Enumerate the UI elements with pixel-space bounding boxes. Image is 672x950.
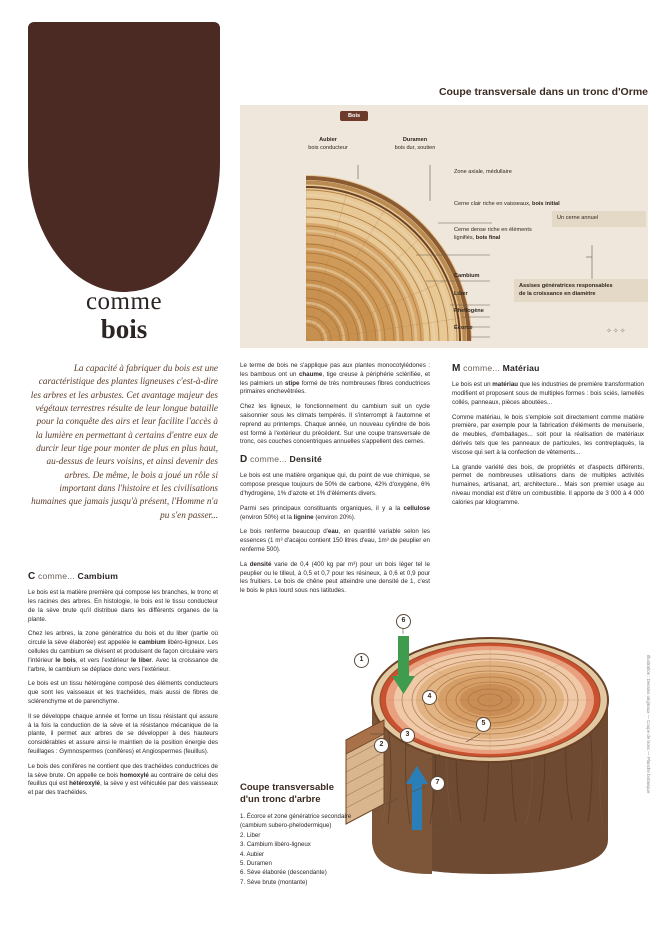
shield-shape <box>28 22 220 292</box>
chip-bois: Bois <box>340 111 368 121</box>
diagram-title: Coupe transversale dans un tronc d'Orme <box>438 86 648 98</box>
list-item: 4. Aubier <box>240 850 265 858</box>
column-cambium <box>28 570 218 804</box>
list-item: 7. Sève brute (montante) <box>240 878 308 886</box>
paragraph: Le bois des conifères ne contient que des trachéides conductrices de la sève brute. On appelle ce bois homoxylé au contraire de celui des feuillus qui est hétéroxylé, la sève y est véhiculée par des vaisseaux et par des trachéides. <box>28 762 218 797</box>
paragraph: Le terme de bois ne s'applique pas aux plantes monocotylédones : les bambous ont un chaume, tige creuse à périphérie sclérifiée, et les palmiers un stipe formé de très nombreuses fibres conductrices primaires enchevêtrées. <box>240 362 430 396</box>
column-densite-body <box>240 472 430 596</box>
column-densite <box>240 362 430 602</box>
callout-2: 2 <box>374 738 389 753</box>
list-item: 2. Liber <box>240 831 261 839</box>
paragraph: Chez les ligneux, le fonctionnement du cambium suit un cycle saisonnier sous les climats tempérés. Il s'interrompt à l'automne et reprend au printemps. Chaque année, un nouveau cylindre de bois est formé à l'extérieur du précédent. Sur une coupe transversale de tronc, ces couches concentriques annuelles s'appellent des cernes. <box>240 403 430 446</box>
paragraph: La grande variété des bois, de propriétés et d'aspects différents, permet de nombreuses utilisations dans de multiples activités humaines, artisanat, art, architecture... Mais son premier usage au niveau mondial est d'être un combustible. Il apporte de 3 000 à 4 000 calories par kilogramme. <box>452 463 644 506</box>
side-credit: Illustration : Dessins originaux — Coupe de tronc — Planche botanique <box>646 655 651 794</box>
column-materiau-body <box>452 381 644 507</box>
diamond-ornament: ✧✧✧ <box>606 328 627 335</box>
label-assises-generatrices: Assises génératrices responsables de la croissance en diamètre <box>514 279 648 302</box>
paragraph: La densité varie de 0,4 (400 kg par m³) pour un bois léger tel le peuplier ou le tilleul, à 0,5 et 0,7 pour les résineux, à 0,6 et 0,9 pour les fruitiers. Le bois de chêne peut atteindre une densité de 1, c'est le bois le plus lourd sous nos latitudes. <box>240 560 430 595</box>
label-zone-axiale: Zone axiale, médullaire <box>454 169 512 175</box>
label-phellogene: Phellogène <box>454 308 484 314</box>
paragraph: Parmi ses principaux constituants organiques, il y a la cellulose (environ 50%) et la lignine (environ 20%). <box>240 504 430 521</box>
label-cerne-clair: Cerne clair riche en vaisseaux, bois initial <box>454 201 560 207</box>
label-liber: Liber <box>454 291 468 297</box>
paragraph: Chez les arbres, la zone génératrice du bois et du liber (partie où circule la sève élaborée) est appelée le cambium libéro-ligneux. Les cellules du cambium se divisent et produisent de façon circulaire vers l'intérieur le bois, et vers l'extérieur le liber. Avec la croissance de l'arbre, le cambium se déplace donc vers l'extérieur. <box>28 630 218 673</box>
column-materiau <box>452 362 644 514</box>
list-item: 1. Écorce et zone génératrice secondaire <box>240 812 352 820</box>
callout-6: 6 <box>396 614 411 629</box>
label-cambium: Cambium <box>454 273 480 279</box>
trunk-legend-list <box>240 812 440 888</box>
column-cambium-body <box>28 589 218 798</box>
trunk-legend-title: Coupe transversable d'un tronc d'arbre <box>240 782 334 805</box>
label-un-cerne-annuel: Un cerne annuel <box>552 211 646 227</box>
callout-1: 1 <box>354 653 369 668</box>
paragraph: Le bois est la matière première qui compose les branches, le tronc et les racines des arbres. En histologie, le bois est le tissu conducteur de la sève brute qu'il distribue dans les différents organes de la plante. <box>28 589 218 623</box>
callout-5: 5 <box>476 717 491 732</box>
label-aubier: Aubier bois conducteur <box>308 137 348 151</box>
label-cerne-dense: Cerne dense riche en éléments lignifiés, bois final <box>454 227 532 241</box>
paragraph: Comme matériau, le bois s'emploie soit directement comme matière première, par exemple pour la fabrication d'éléments de menuiserie, de meubles, d'emballages... soit pour la réalisation de matériaux dérivés tels que les panneaux de particules, les contreplaqués, la viscose qui sert à la confection de vêtements... <box>452 413 644 456</box>
page-title <box>28 288 220 345</box>
heading-cambium: C comme... Cambium <box>28 571 119 582</box>
heading-materiau: M comme... Matériau <box>452 363 540 374</box>
title-word: bois <box>100 314 148 344</box>
paragraph: Le bois est une matière organique qui, du point de vue chimique, se compose presque toujours de 50% de carbone, 42% d'oxygène, 6% d'hydrogène, 1% d'azote et 1% d'éléments divers. <box>240 472 430 497</box>
label-ecorce: Écorce <box>454 325 473 331</box>
letter-shield <box>28 22 220 292</box>
callout-3: 3 <box>400 728 415 743</box>
list-item: 3. Cambium libéro-ligneux <box>240 841 311 849</box>
trunk-legend <box>240 782 440 887</box>
paragraph: Le bois renferme beaucoup d'eau, en quantité variable selon les essences (1 m³ d'acajou contient 150 litres d'eau, 1m³ de peuplier en renferme 500). <box>240 528 430 553</box>
heading-densite: D comme... Densité <box>240 454 322 466</box>
list-item: (cambium subero-phelodermique) <box>240 822 332 830</box>
list-item: 6. Sève élaborée (descendante) <box>240 869 327 877</box>
callout-4: 4 <box>422 690 437 705</box>
trunk-cross-section-diagram <box>240 105 648 348</box>
callout-7: 7 <box>430 776 445 791</box>
label-duramen: Duramen bois dur, soutien <box>394 137 436 151</box>
list-item: 5. Duramen <box>240 859 272 867</box>
paragraph: Le bois est un tissu hétérogène composé des éléments conducteurs que sont les vaisseaux et les trachéides, mais aussi de fibres de sclérenchyme et de parenchyme. <box>28 680 218 705</box>
column-densite-intro <box>240 362 430 447</box>
paragraph: Le bois est un matériau que les industries de première transformation modifient et proposent sous de multiples formes : bois sciés, lamellés collés, panneaux, pièces aboutées... <box>452 381 644 406</box>
intro-paragraph: La capacité à fabriquer du bois est une caractéristique des plantes ligneuses c'est-à-dire les arbres et les arbustes. Cet avantage majeur des végétaux terrestres résulte de leur longue bataille pour la conquête des airs et leur facilite l'accès à la lumière en permettant à certains d'entre eux de durcir leur tige pour monter de plus en plus haut, au-dessus de leurs voisins, et ainsi devenir des arbres. De même, le bois a joué un rôle si important dans l'histoire et les civilisations humaines que jamais jusqu'à présent, l'Homme n'a pu s'en passer... <box>30 363 218 520</box>
title-comme: comme <box>85 288 163 315</box>
paragraph: Il se développe chaque année et forme un tissu résistant qui assure à la fois la conduction de la sève et la résistance mécanique de la plante, il permet aux arbres de se développer à des hauteurs considérables et assure ainsi le maintien de la position énergie des feuillages : Gymnospermes (conifères) et Angiospermes (feuillus). <box>28 712 218 755</box>
